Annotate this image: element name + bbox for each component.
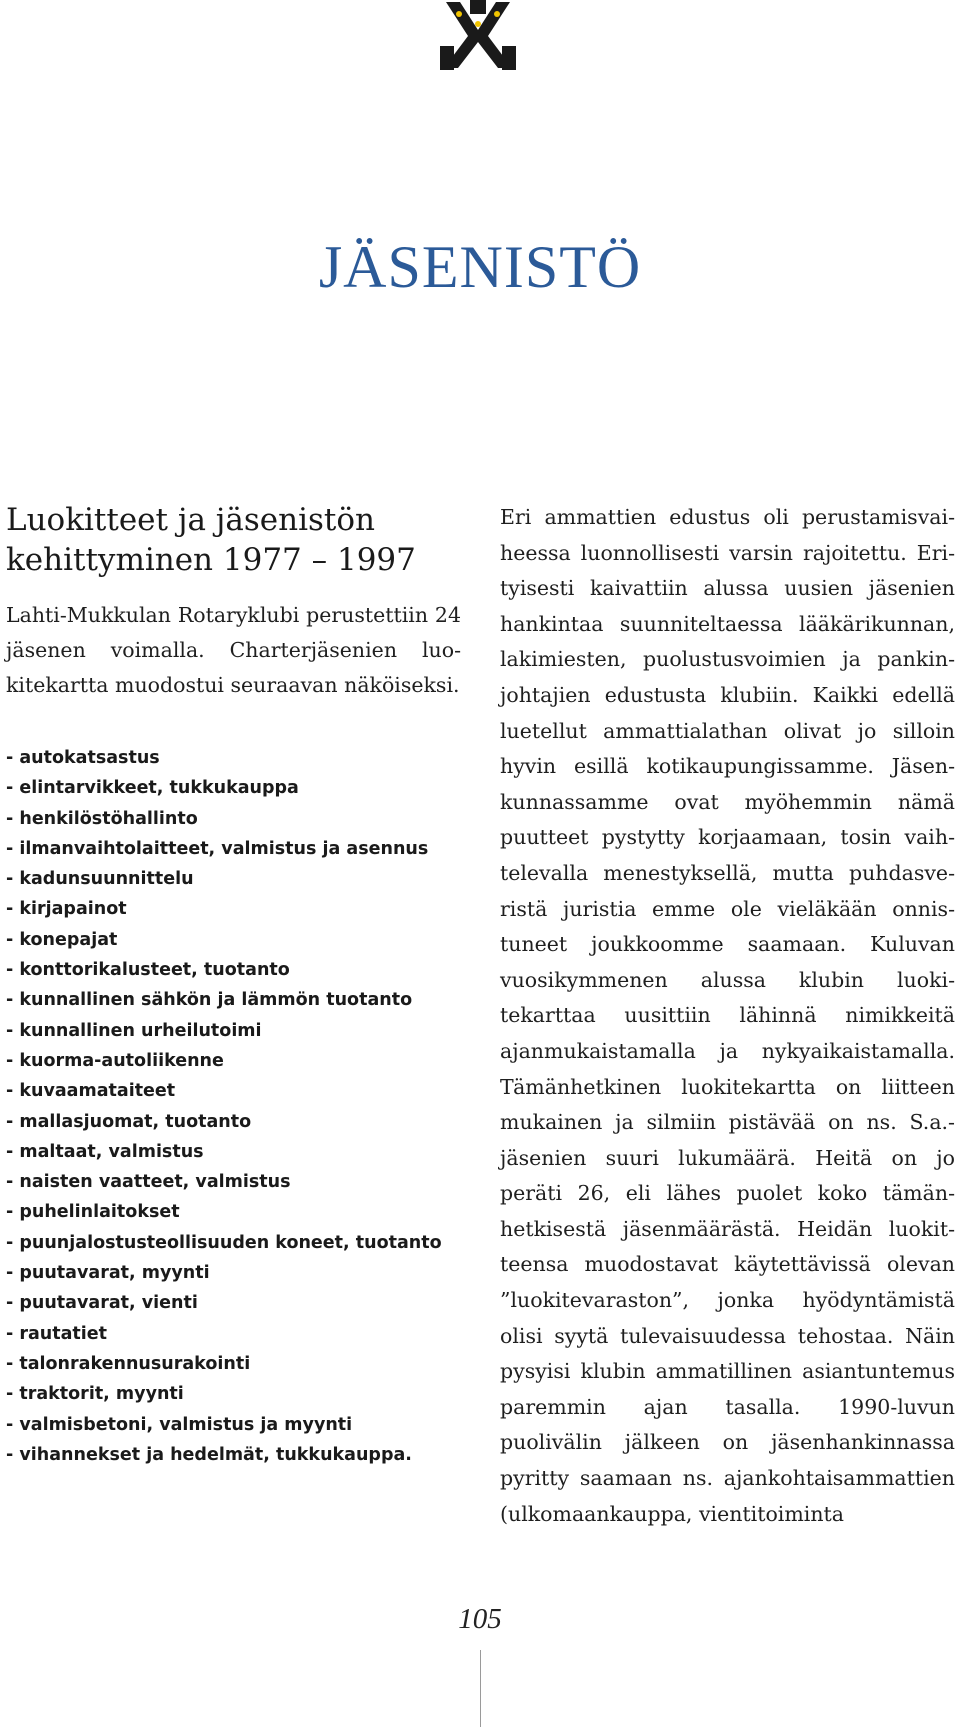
body-paragraph: Eri ammattien edustus oli perustamisvaiheessa luonnollisesti varsin rajoitettu. Erityisesti kaivattiin alussa uusien jäsenien hankintaa suunniteltaessa lääkärikunnan, lakimiesten, puolustusvoimien ja pankinjohtajien edustusta klubiin. Kaikki edellä luetellut ammattialathan olivat jo silloin hyvin esillä kotikaupungissamme. Jäsenkunnassamme ovat myöhemmin nämä puutteet pystytty korjaamaan, tosin vaihtelevalla menestyksellä, mutta puhdasveristä juristia emme ole vieläkään onnistuneet joukkoomme saamaan. Kuluvan vuosikymmenen alussa klubin luokitekarttaa uusittiin lähinnä nimikkeitä ajanmukaistamalla ja nykyaikaistamalla. Tämänhetkinen luokitekartta on liitteen mukainen ja silmiin pistävää on ns. S.a.-jäsenien suuri lukumäärä. Heitä on jo peräti 26, eli lähes puolet koko tämänhetkisestä jäsenmäärästä. Heidän luokitteensa muodostavat käytettävissä olevan ”luokitevaraston”, jonka hyödyntämistä olisi syytä tulevaisuudessa tehostaa. Näin pysyisi klubin ammatillinen asiantuntemus paremmin ajan tasalla. 1990-luvun puolivälin jälkeen on jäsenhankinnassa pyritty saamaan ns. ajankohtaisammattien (ulkomaankauppa, vientitoiminta: [500, 505, 955, 1526]
classification-item: - puhelinlaitokset: [6, 1202, 180, 1223]
classification-item: - puutavarat, myynti: [6, 1263, 210, 1284]
classification-item: - kuvaamataiteet: [6, 1081, 176, 1102]
classification-item: - kuorma-autoliikenne: [6, 1050, 224, 1071]
classification-item: - puutavarat, vienti: [6, 1293, 198, 1314]
classification-item: - autokatsastus: [6, 748, 160, 768]
classification-item: - kunnallinen sähkön ja lämmön tuotanto: [6, 990, 413, 1011]
classification-item: - valmisbetoni, valmistus ja myynti: [6, 1414, 353, 1435]
classification-item: - elintarvikkeet, tukkukauppa: [6, 778, 299, 799]
classification-item: - naisten vaatteet, valmistus: [6, 1172, 291, 1193]
page-title: JÄSENISTÖ: [318, 234, 642, 300]
classification-item: - talonrakennusurakointi: [6, 1353, 251, 1374]
classification-item: - kirjapainot: [6, 899, 127, 920]
classification-item: - puunjalostusteollisuuden koneet, tuotanto: [6, 1232, 442, 1253]
classification-item: - henkilöstöhallinto: [6, 808, 198, 829]
classification-item: - mallasjuomat, tuotanto: [6, 1111, 252, 1132]
classification-item: - rautatiet: [6, 1323, 108, 1344]
intro-paragraph: Lahti-Mukkulan Rotaryklubi perustettiin 24 jäsenen voimalla. Charterjäsenien luokitekartta muodostui seuraavan näköiseksi.: [6, 603, 461, 697]
section-heading: Luokitteet ja jäsenistön kehittyminen 1977 – 1997: [6, 502, 416, 578]
classification-item: - ilmanvaihtolaitteet, valmistus ja asennus: [6, 838, 429, 859]
classification-item: - maltaat, valmistus: [6, 1141, 204, 1162]
classification-item: - kadunsuunnittelu: [6, 869, 194, 890]
classification-item: - vihannekset ja hedelmät, tukkukauppa.: [6, 1444, 412, 1465]
left-column: [6, 500, 466, 1470]
right-column: [500, 500, 955, 1532]
classification-item: - kunnallinen urheilutoimi: [6, 1020, 262, 1041]
page-number-rule: [480, 1650, 481, 1727]
page-number: 105: [458, 1603, 502, 1635]
classification-item: - konepajat: [6, 929, 118, 950]
classification-list: [6, 743, 466, 1470]
classification-item: - konttorikalusteet, tuotanto: [6, 960, 290, 981]
classification-item: - traktorit, myynti: [6, 1384, 184, 1405]
rotary-club-emblem-icon: [440, 0, 516, 70]
club-logo: [440, 0, 516, 70]
